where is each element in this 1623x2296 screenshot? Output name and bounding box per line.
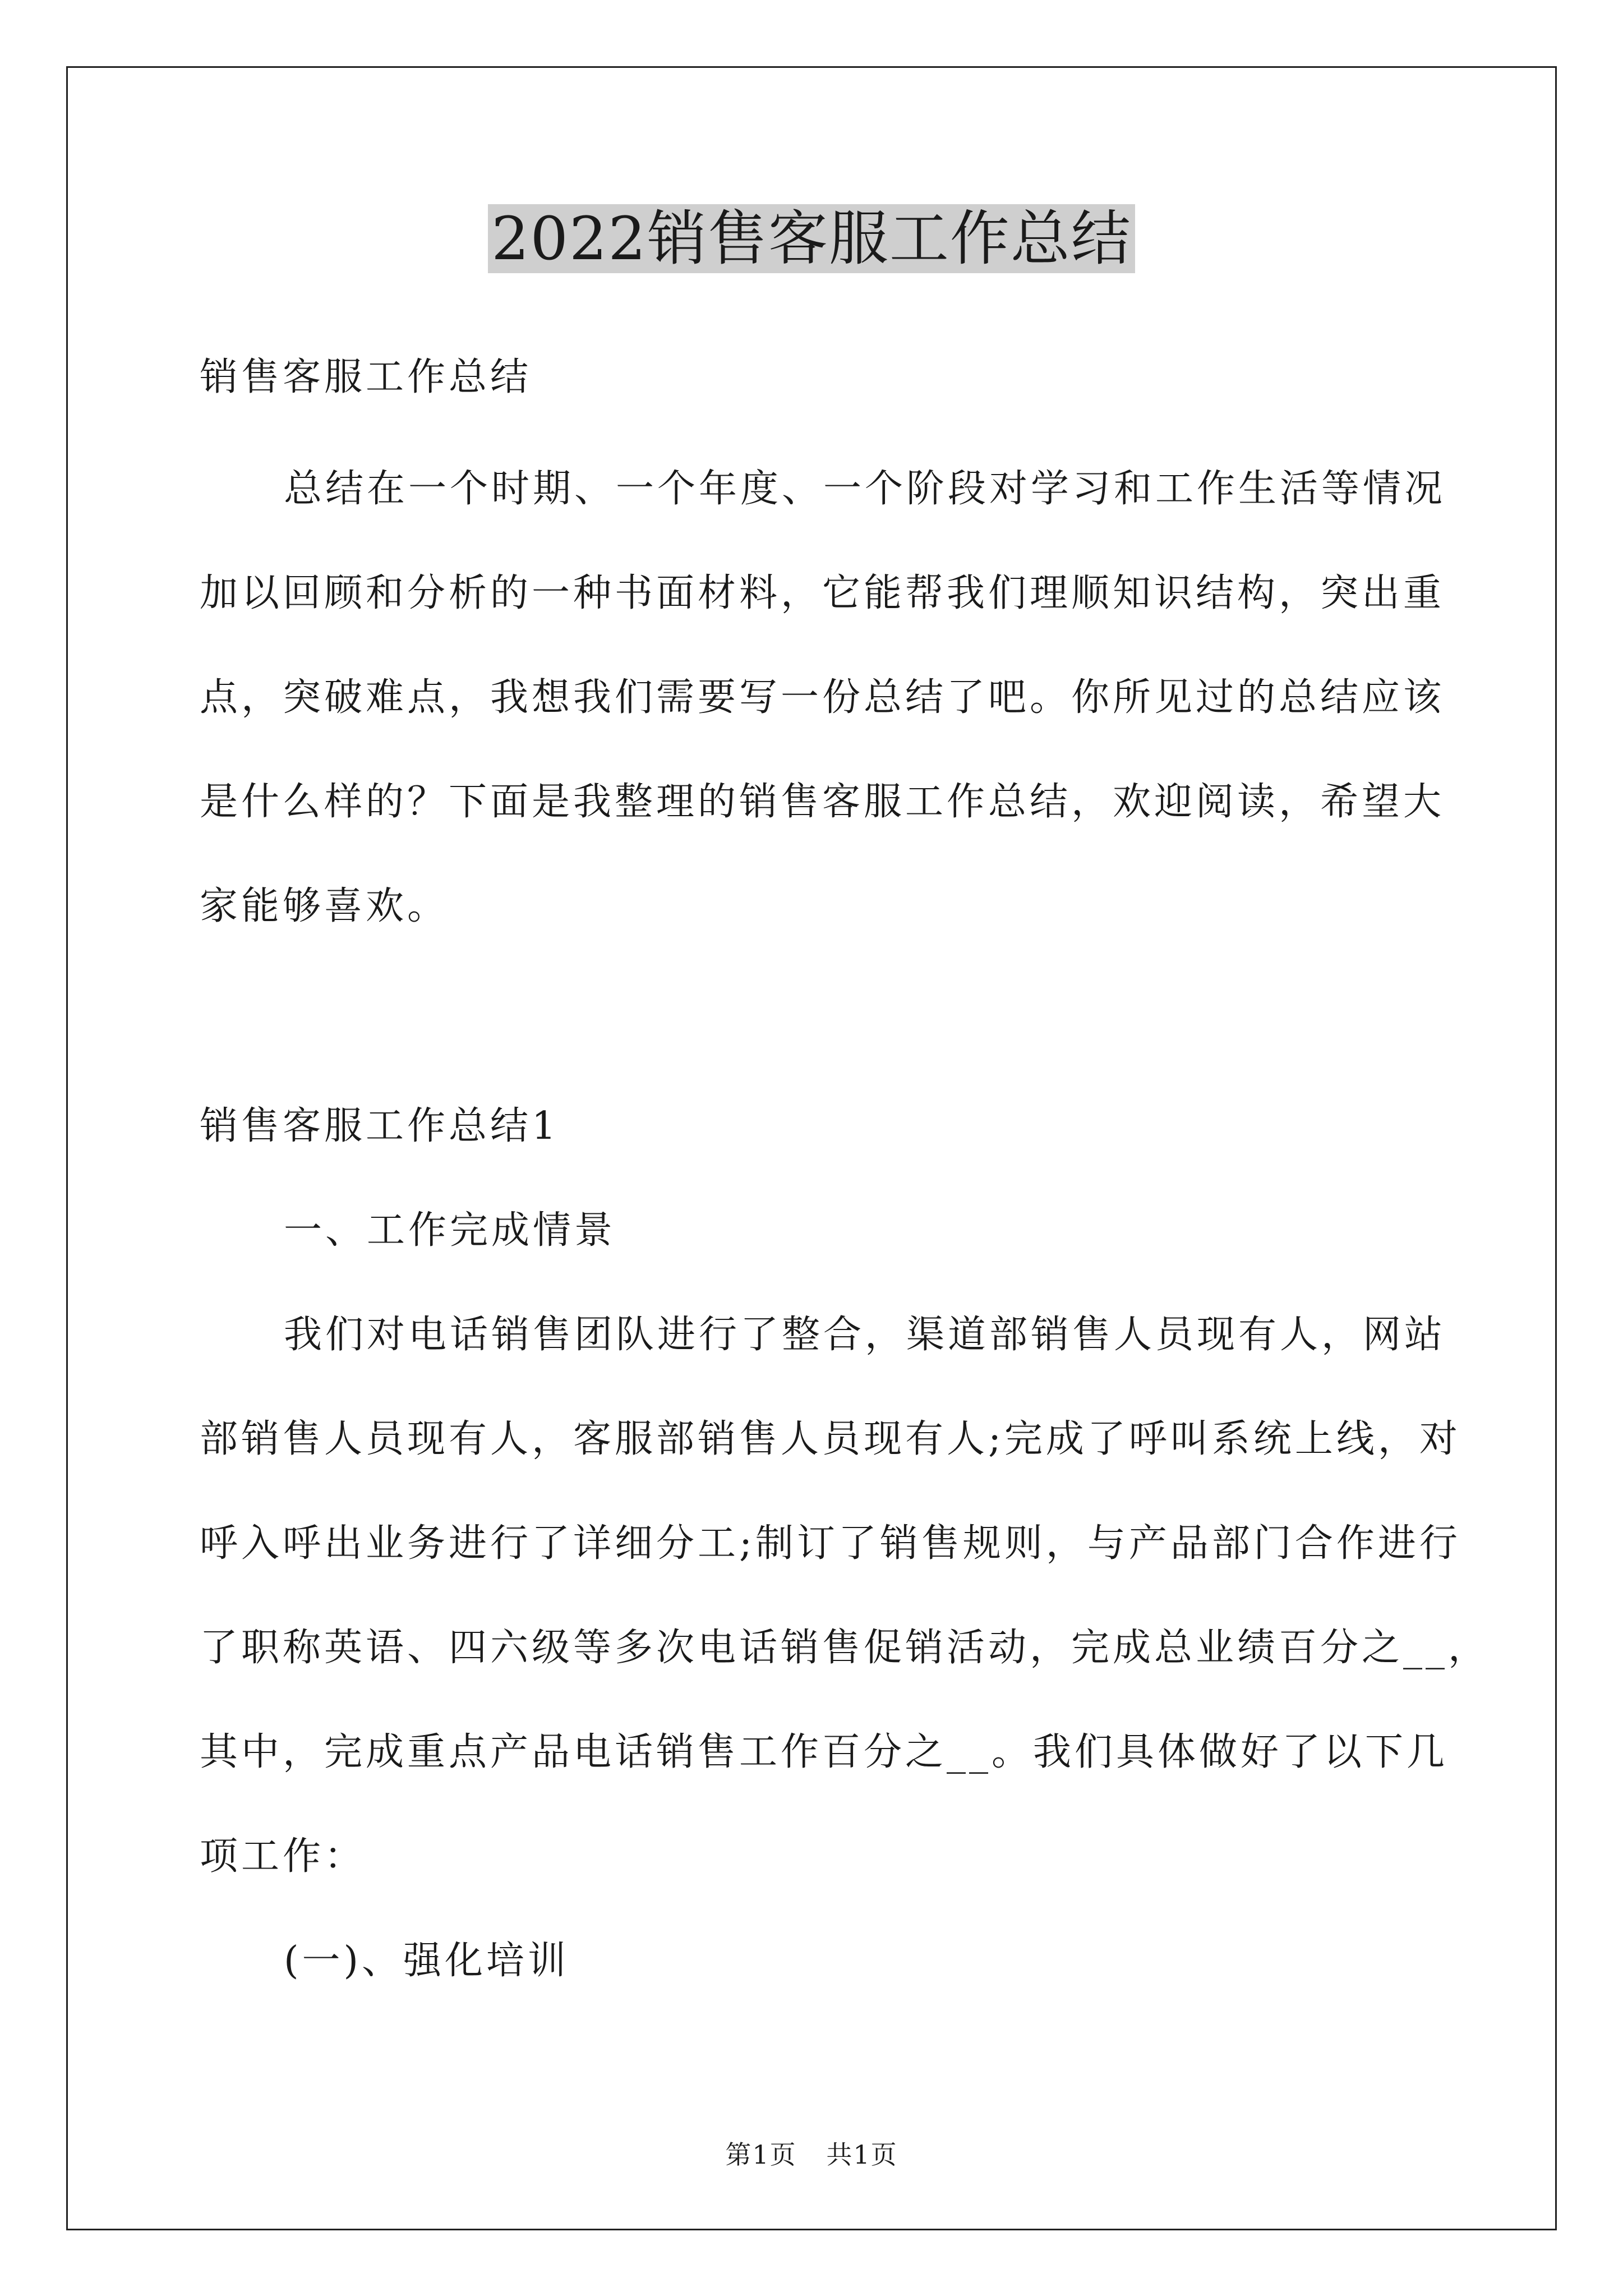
paragraph-line: 部销售人员现有人，客服部销售人员现有人;完成了呼叫系统上线，对 bbox=[200, 1417, 1461, 1461]
section-heading: 销售客服工作总结1 bbox=[200, 1104, 560, 1148]
paragraph-line: 总结在一个时期、一个年度、一个阶段对学习和工作生活等情况 bbox=[284, 467, 1446, 511]
document-title bbox=[0, 200, 1623, 278]
section-block bbox=[200, 1074, 1490, 2013]
paragraph-line: 家能够喜欢。 bbox=[200, 884, 449, 928]
subsection-heading: (一)、强化培训 bbox=[284, 1939, 570, 1983]
subsection-heading: 一、工作完成情景 bbox=[284, 1208, 616, 1253]
page-footer bbox=[0, 2134, 1623, 2171]
paragraph-line: 我们对电话销售团队进行了整合，渠道部销售人员现有人，网站 bbox=[284, 1313, 1446, 1357]
paragraph-line: 点，突破难点，我想我们需要写一份总结了吧。你所见过的总结应该 bbox=[200, 675, 1445, 720]
page-number-total: 共1页 bbox=[826, 2139, 898, 2170]
subtitle-line: 销售客服工作总结 bbox=[200, 355, 532, 399]
intro-paragraph bbox=[200, 437, 1446, 959]
page-number-current: 第1页 bbox=[725, 2139, 797, 2170]
paragraph-line: 其中，完成重点产品电话销售工作百分之__。我们具体做好了以下几 bbox=[200, 1730, 1449, 1774]
paragraph-line: 加以回顾和分析的一种书面材料，它能帮我们理顺知识结构，突出重 bbox=[200, 571, 1445, 615]
document-title-text: 2022销售客服工作总结 bbox=[488, 204, 1135, 273]
intro-block bbox=[200, 325, 1428, 430]
paragraph-line: 呼入呼出业务进行了详细分工;制订了销售规则，与产品部门合作进行 bbox=[200, 1521, 1461, 1566]
paragraph-line: 了职称英语、四六级等多次电话销售促销活动，完成总业绩百分之__， bbox=[200, 1626, 1490, 1670]
paragraph-line: 是什么样的？下面是我整理的销售客服工作总结，欢迎阅读，希望大 bbox=[200, 780, 1445, 824]
paragraph-line: 项工作： bbox=[200, 1834, 366, 1879]
